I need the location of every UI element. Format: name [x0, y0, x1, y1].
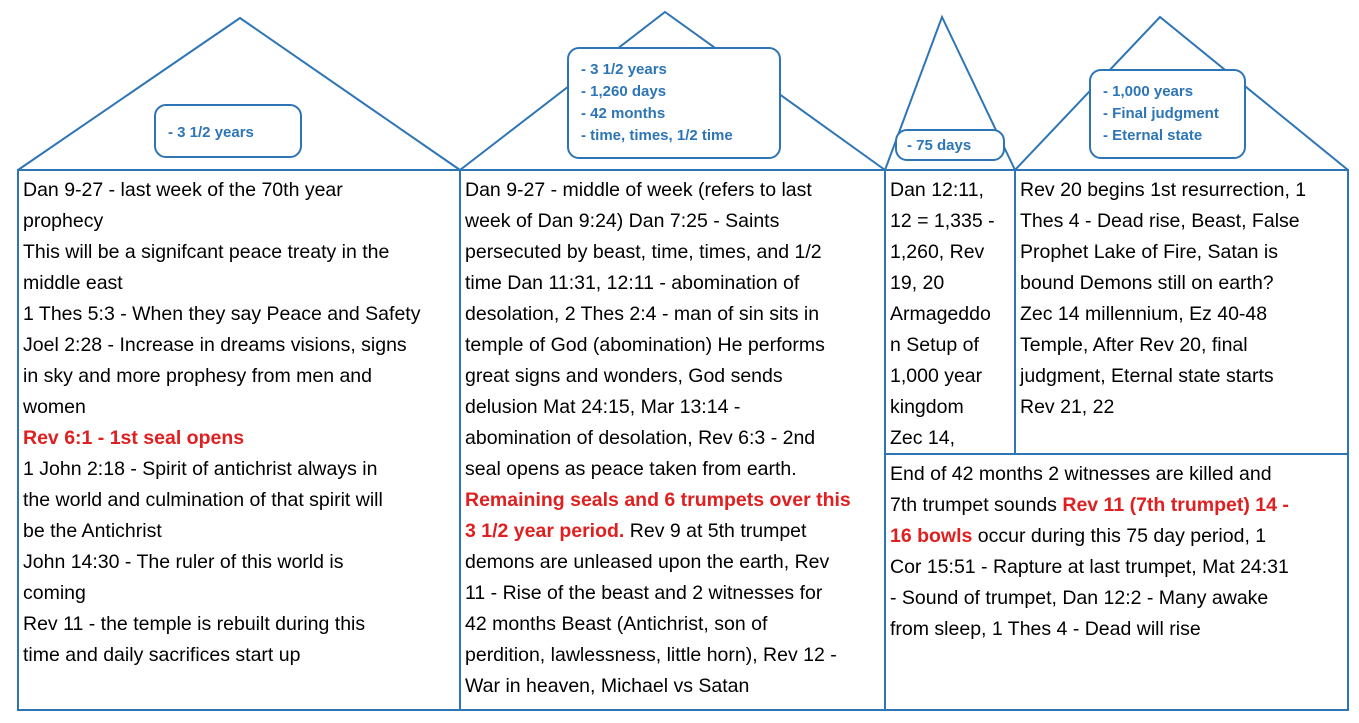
text-segment: This will be a signifcant peace treaty in the: [23, 241, 390, 263]
text-segment: kingdom: [890, 396, 964, 418]
text-segment: n Setup of: [890, 334, 979, 356]
text-segment: time and daily sacrifices start up: [23, 644, 301, 666]
text-line: [23, 609, 456, 640]
roof-label-4: [1089, 69, 1246, 159]
text-line: [23, 361, 456, 392]
text-line: [23, 206, 456, 237]
text-segment: Armageddo: [890, 303, 991, 325]
text-segment: Rev 21, 22: [1020, 396, 1115, 418]
text-line: [1020, 392, 1344, 423]
text-line: [465, 361, 881, 392]
text-segment: be the Antichrist: [23, 520, 162, 542]
text-segment: seal opens as peace taken from earth.: [465, 458, 797, 480]
text-segment: women: [23, 396, 86, 418]
text-line: [23, 268, 456, 299]
text-line: [465, 268, 881, 299]
text-segment: Joel 2:28 - Increase in dreams visions, signs: [23, 334, 407, 356]
text-segment: in sky and more prophesy from men and: [23, 365, 373, 387]
house-2-text: [461, 172, 884, 708]
text-segment: 12 = 1,335 -: [890, 210, 995, 232]
label-line: - 3 1/2 years: [168, 124, 254, 141]
text-segment: temple of God (abomination) He performs: [465, 334, 825, 356]
text-line: [890, 330, 1011, 361]
text-line: [890, 392, 1011, 423]
text-line: [23, 175, 456, 206]
house-1-text: [19, 172, 459, 708]
text-line: [465, 547, 881, 578]
label-line: - Eternal state: [1103, 127, 1203, 144]
text-segment: abomination of desolation, Rev 6:3 - 2nd: [465, 427, 816, 449]
text-line: [465, 392, 881, 423]
text-segment: week of Dan 9:24) Dan 7:25 - Saints: [465, 210, 780, 232]
text-segment: 1,000 year: [890, 365, 983, 387]
text-segment: the world and culmination of that spirit will: [23, 489, 383, 511]
text-line: [465, 206, 881, 237]
house-3-text: [886, 172, 1014, 452]
text-line: [465, 423, 881, 454]
text-segment: Dan 9-27 - middle of week (refers to last: [465, 179, 812, 201]
text-line: [1020, 268, 1344, 299]
text-line: [23, 454, 456, 485]
text-line: [465, 516, 881, 547]
text-line: [890, 614, 1344, 645]
text-line: [890, 423, 1011, 452]
text-segment: 7th trumpet sounds: [890, 494, 1063, 516]
text-segment: middle east: [23, 272, 123, 294]
text-segment: 11 - Rise of the beast and 2 witnesses for: [465, 582, 823, 604]
text-line: [465, 671, 881, 702]
highlighted-text: Rev 11 (7th trumpet) 14 -: [1062, 494, 1289, 516]
text-line: [23, 330, 456, 361]
label-line: - 3 1/2 years: [581, 61, 667, 78]
label-line: - 1,260 days: [581, 83, 667, 100]
text-segment: Prophet Lake of Fire, Satan is: [1020, 241, 1278, 263]
text-line: [890, 361, 1011, 392]
text-segment: War in heaven, Michael vs Satan: [465, 675, 750, 697]
roof-label-2: [567, 47, 781, 159]
text-segment: Cor 15:51 - Rapture at last trumpet, Mat 24:31: [890, 556, 1289, 578]
highlighted-text: Remaining seals and 6 trumpets over this: [465, 489, 851, 511]
text-line: [23, 423, 456, 454]
text-segment: desolation, 2 Thes 2:4 - man of sin sits in: [465, 303, 820, 325]
house-4-text: [1016, 172, 1347, 452]
text-line: [890, 268, 1011, 299]
text-line: [23, 578, 456, 609]
text-segment: End of 42 months 2 witnesses are killed and: [890, 463, 1272, 485]
text-segment: John 14:30 - The ruler of this world is: [23, 551, 344, 573]
label-line: - 42 months: [581, 105, 666, 122]
text-line: [890, 490, 1344, 521]
text-line: [890, 583, 1344, 614]
text-segment: Rev 9 at 5th trumpet: [624, 520, 807, 542]
text-segment: judgment, Eternal state starts: [1020, 365, 1274, 387]
text-line: [23, 299, 456, 330]
text-line: [465, 609, 881, 640]
text-line: [1020, 237, 1344, 268]
text-segment: 42 months Beast (Antichrist, son of: [465, 613, 768, 635]
text-segment: Dan 9-27 - last week of the 70th year: [23, 179, 343, 201]
text-line: [465, 330, 881, 361]
text-line: [465, 640, 881, 671]
text-segment: 1,260, Rev: [890, 241, 985, 263]
text-line: [890, 459, 1344, 490]
text-segment: Dan 12:11,: [890, 179, 984, 201]
label-line: - Final judgment: [1103, 105, 1219, 122]
text-line: [23, 485, 456, 516]
text-segment: time Dan 11:31, 12:11 - abomination of: [465, 272, 800, 294]
text-segment: Temple, After Rev 20, final: [1020, 334, 1248, 356]
text-line: [890, 237, 1011, 268]
text-line: [890, 206, 1011, 237]
text-segment: Zec 14 millennium, Ez 40-48: [1020, 303, 1268, 325]
text-segment: delusion Mat 24:15, Mar 13:14 -: [465, 396, 741, 418]
text-segment: occur during this 75 day period, 1: [972, 525, 1267, 547]
text-line: [465, 175, 881, 206]
text-line: [465, 454, 881, 485]
text-line: [890, 552, 1344, 583]
highlighted-text: 3 1/2 year period.: [465, 520, 625, 542]
text-segment: great signs and wonders, God sends: [465, 365, 783, 387]
text-line: [1020, 175, 1344, 206]
text-line: [890, 299, 1011, 330]
label-line: - 1,000 years: [1103, 83, 1194, 100]
text-line: [890, 521, 1344, 552]
text-line: [465, 299, 881, 330]
text-segment: coming: [23, 582, 86, 604]
text-segment: Rev 11 - the temple is rebuilt during this: [23, 613, 366, 635]
text-line: [1020, 330, 1344, 361]
text-segment: 1 John 2:18 - Spirit of antichrist always in: [23, 458, 378, 480]
text-segment: bound Demons still on earth?: [1020, 272, 1274, 294]
text-line: [23, 640, 456, 671]
text-line: [23, 237, 456, 268]
text-segment: - Sound of trumpet, Dan 12:2 - Many awake: [890, 587, 1269, 609]
text-segment: prophecy: [23, 210, 104, 232]
text-segment: 1 Thes 5:3 - When they say Peace and Safety: [23, 303, 421, 325]
highlighted-text: 16 bowls: [890, 525, 973, 547]
text-line: [1020, 299, 1344, 330]
text-line: [23, 392, 456, 423]
text-segment: persecuted by beast, time, times, and 1/2: [465, 241, 822, 263]
text-line: [890, 175, 1011, 206]
text-line: [465, 237, 881, 268]
text-line: [1020, 206, 1344, 237]
text-segment: Zec 14,: [890, 427, 956, 449]
text-line: [465, 485, 881, 516]
text-line: [23, 547, 456, 578]
text-segment: 19, 20: [890, 272, 945, 294]
text-segment: demons are unleased upon the earth, Rev: [465, 551, 830, 573]
roof-label-3: [895, 129, 1005, 161]
label-line: - 75 days: [907, 137, 972, 154]
text-segment: Thes 4 - Dead rise, Beast, False: [1020, 210, 1300, 232]
bottom-right-text: [886, 456, 1347, 708]
text-line: [1020, 361, 1344, 392]
text-segment: Rev 20 begins 1st resurrection, 1: [1020, 179, 1307, 201]
text-segment: from sleep, 1 Thes 4 - Dead will rise: [890, 618, 1201, 640]
roof-label-1: [154, 104, 302, 158]
text-line: [23, 516, 456, 547]
text-segment: perdition, lawlessness, little horn), Rev 12 -: [465, 644, 837, 666]
text-line: [465, 578, 881, 609]
highlighted-text: Rev 6:1 - 1st seal opens: [23, 427, 245, 449]
label-line: - time, times, 1/2 time: [581, 127, 733, 144]
